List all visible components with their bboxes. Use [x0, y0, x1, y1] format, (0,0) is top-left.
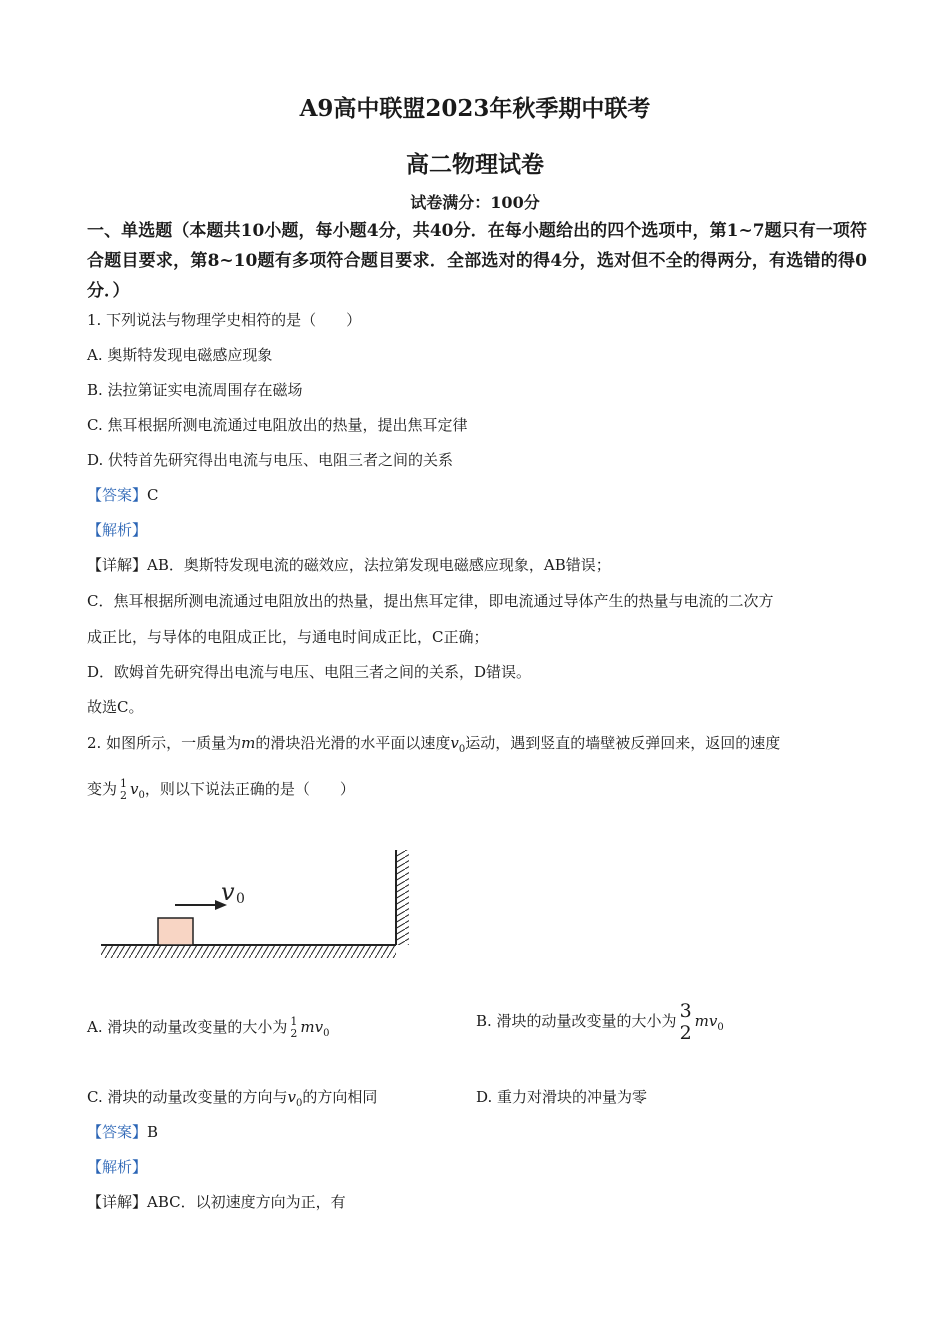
- detail-text: ABC．以初速度方向为正，有: [147, 1193, 346, 1211]
- option-text: B. 滑块的动量改变量的大小为: [476, 1012, 677, 1030]
- frac-num: 1: [120, 777, 128, 790]
- q1-detail-3: D．欧姆首先研究得出电流与电压、电阻三者之间的关系，D错误。: [87, 663, 532, 681]
- stem-text: 变为: [87, 780, 118, 798]
- q1-option-c: C. 焦耳根据所测电流通过电阻放出的热量，提出焦耳定律: [87, 416, 468, 434]
- block-wall-figure: [95, 845, 425, 965]
- answer-tag: 【答案】: [87, 1123, 148, 1141]
- stem-text: 运动，遇到竖直的墙壁被反弹回来，返回的速度: [465, 734, 781, 752]
- figure-velocity-subscript: 0: [236, 891, 245, 907]
- velocity-symbol: v: [287, 1088, 296, 1106]
- frac-num: 1: [290, 1015, 298, 1028]
- slider-block: [158, 918, 193, 945]
- fraction-half: [290, 1016, 297, 1040]
- velocity-subscript: 0: [295, 1098, 303, 1109]
- q2-stem-line1: [87, 732, 780, 755]
- exam-title: A9高中联盟2023年秋季期中联考: [299, 95, 651, 122]
- velocity-arrow-icon: [175, 900, 227, 910]
- q2-answer: [87, 1121, 158, 1142]
- option-text: 的方向相同: [302, 1088, 378, 1106]
- q1-detail-2b: 成正比，与导体的电阻成正比，与通电时间成正比，C正确；: [87, 628, 489, 646]
- frac-den: 2: [679, 1022, 692, 1044]
- q2-analysis-tag: 【解析】: [87, 1158, 148, 1176]
- q1-option-a: A. 奥斯特发现电磁感应现象: [87, 346, 273, 364]
- full-score: 试卷满分：100分: [410, 193, 540, 212]
- frac-den: 2: [290, 1027, 298, 1040]
- q2-option-c: [87, 1086, 377, 1109]
- frac-num: 3: [679, 1000, 692, 1022]
- q2-option-d: D. 重力对滑块的冲量为零: [476, 1088, 648, 1106]
- section-heading: 一、单选题（本题共10小题，每小题4分，共40分．在每小题给出的四个选项中，第1~7题只有一项符合题目要求，第8~10题有多项符合题目要求．全部选对的得4分，选对但不全的得两分，有选错的得0分．）: [87, 221, 867, 301]
- option-text: A. 滑块的动量改变量的大小为: [87, 1018, 288, 1036]
- q2-detail-1: [87, 1191, 346, 1212]
- stem-text: 2. 如图所示，一质量为: [87, 734, 242, 752]
- velocity-subscript: 0: [138, 790, 145, 801]
- velocity-subscript: 0: [458, 744, 466, 755]
- q1-option-b: B. 法拉第证实电流周围存在磁场: [87, 381, 303, 399]
- q1-conclusion: 故选C。: [87, 698, 144, 716]
- q1-option-d: D. 伏特首先研究得出电流与电压、电阻三者之间的关系: [87, 451, 454, 469]
- fraction-half: [120, 778, 127, 802]
- velocity-symbol: v: [130, 780, 139, 798]
- stem-text: ，则以下说法正确的是（ ）: [144, 780, 355, 798]
- q2-stem-line2: [87, 778, 355, 802]
- q1-analysis-tag: 【解析】: [87, 521, 148, 539]
- fraction-three-halves: [680, 1000, 692, 1044]
- detail-tag: 【详解】: [87, 1193, 148, 1211]
- option-text: C. 滑块的动量改变量的方向与: [87, 1088, 288, 1106]
- figure-velocity-label: v: [221, 878, 235, 906]
- momentum-subscript: 0: [323, 1028, 330, 1039]
- ground-surface: [101, 945, 396, 958]
- q1-stem: 1. 下列说法与物理学史相符的是（ ）: [87, 311, 362, 329]
- q1-detail-2a: C．焦耳根据所测电流通过电阻放出的热量，提出焦耳定律，即电流通过导体产生的热量与电流的二次方: [87, 592, 774, 610]
- answer-value: C: [147, 486, 159, 504]
- frac-den: 2: [120, 789, 128, 802]
- detail-text: AB．奥斯特发现电流的磁效应，法拉第发现电磁感应现象，AB错误；: [147, 556, 611, 574]
- q1-detail-1: [87, 554, 611, 575]
- detail-tag: 【详解】: [87, 556, 148, 574]
- stem-text: 的滑块沿光滑的水平面以速度: [255, 734, 451, 752]
- wall: [396, 850, 409, 945]
- answer-tag: 【答案】: [87, 486, 148, 504]
- momentum-subscript: 0: [717, 1022, 724, 1033]
- q2-option-a: [87, 1016, 329, 1040]
- q2-option-b: [476, 1000, 724, 1044]
- exam-subtitle: 高二物理试卷: [406, 151, 544, 178]
- momentum-symbol: mv: [300, 1018, 324, 1036]
- answer-value: B: [147, 1123, 159, 1141]
- q1-answer: [87, 484, 159, 505]
- mass-symbol: m: [241, 734, 256, 752]
- velocity-symbol: v: [450, 734, 459, 752]
- momentum-symbol: mv: [694, 1012, 718, 1030]
